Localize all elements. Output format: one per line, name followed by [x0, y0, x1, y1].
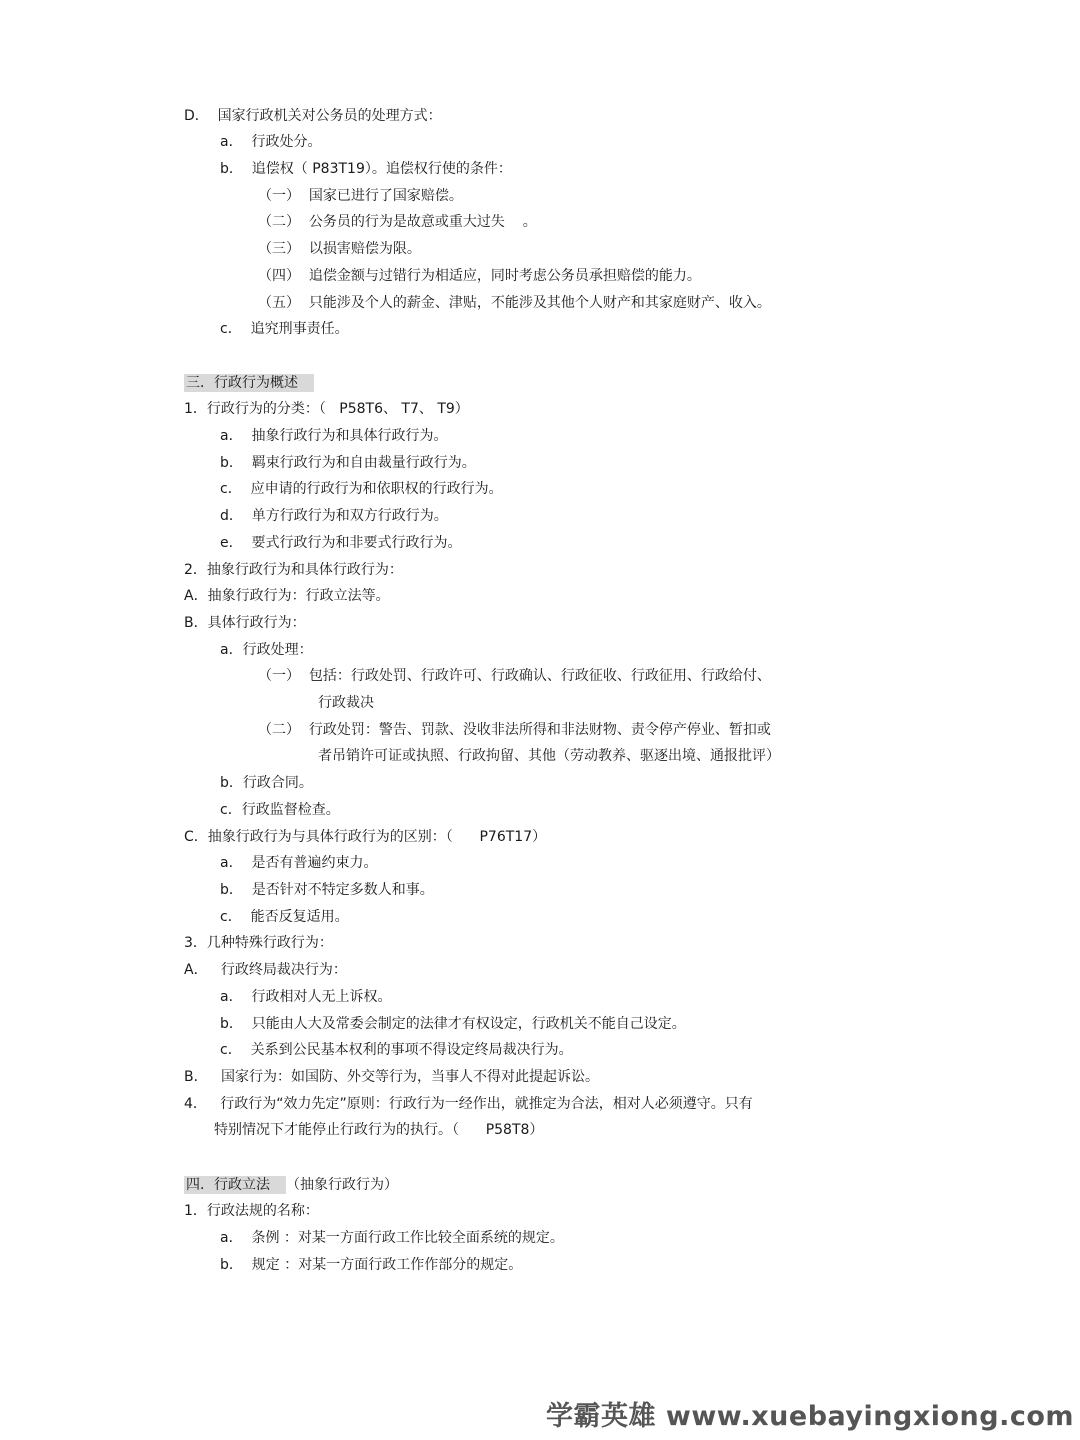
section-heading-label: 三．行政行为概述: [184, 374, 314, 392]
text-line: c． 能否反复适用。: [220, 909, 349, 925]
text-line: 2．抽象行政行为和具体行政行为：: [184, 562, 403, 578]
text-line: b． 追偿权（ P83T19）。追偿权行使的条件：: [220, 161, 512, 177]
text-line: e． 要式行政行为和非要式行政行为。: [220, 535, 462, 551]
text-line: C．抽象行政行为与具体行政行为的区别：（ P76T17）: [184, 829, 547, 845]
text-line: b．行政合同。: [220, 775, 313, 791]
text-line: b． 只能由人大及常委会制定的法律才有权设定，行政机关不能自己设定。: [220, 1016, 686, 1032]
text-line: B．具体行政行为：: [184, 615, 306, 631]
text-line: a．行政处理：: [220, 642, 313, 658]
text-line: 1．行政法规的名称：: [184, 1203, 319, 1219]
section-heading: [184, 374, 314, 392]
text-line: 1．行政行为的分类：（ P58T6、 T7、 T9）: [184, 401, 469, 417]
text-line: a． 行政处分。: [220, 134, 322, 150]
text-line: （一） 国家已进行了国家赔偿。: [258, 188, 463, 204]
text-line: D． 国家行政机关对公务员的处理方式：: [184, 108, 442, 124]
text-line: 4． 行政行为“效力先定”原则：行政行为一经作出，就推定为合法，相对人必须遵守。只有: [184, 1096, 753, 1112]
text-line: （五） 只能涉及个人的薪金、津贴，不能涉及其他个人财产和其家庭财产、收入。: [258, 295, 771, 311]
text-line: 行政裁决: [318, 695, 374, 711]
text-line: c．行政监督检查。: [220, 802, 340, 818]
section-heading-note: （抽象行政行为）: [286, 1177, 398, 1193]
text-line: 者吊销许可证或执照、行政拘留、其他（劳动教养、驱逐出境、通报批评）: [318, 748, 780, 764]
text-line: b． 羁束行政行为和自由裁量行政行为。: [220, 455, 476, 471]
text-line: A． 行政终局裁决行为：: [184, 962, 347, 978]
text-line: d． 单方行政行为和双方行政行为。: [220, 508, 448, 524]
text-line: c． 追究刑事责任。: [220, 321, 349, 337]
text-line: a． 抽象行政行为和具体行政行为。: [220, 428, 448, 444]
text-line: 3．几种特殊行政行为：: [184, 935, 333, 951]
watermark: 学霸英雄 www.xuebayingxiong.com: [546, 1401, 1075, 1432]
text-line: （四） 追偿金额与过错行为相适应，同时考虑公务员承担赔偿的能力。: [258, 268, 701, 284]
text-line: c． 应申请的行政行为和依职权的行政行为。: [220, 481, 503, 497]
text-line: （三） 以损害赔偿为限。: [258, 241, 421, 257]
text-line: （二） 行政处罚：警告、罚款、没收非法所得和非法财物、责令停产停业、暂扣或: [258, 722, 771, 738]
text-line: （一） 包括：行政处罚、行政许可、行政确认、行政征收、行政征用、行政给付、: [258, 668, 771, 684]
text-line: （二） 公务员的行为是故意或重大过失 。: [258, 214, 537, 230]
text-line: 特别情况下才能停止行政行为的执行。（ P58T8）: [214, 1122, 544, 1138]
text-line: a． 行政相对人无上诉权。: [220, 989, 392, 1005]
section-heading: [184, 1176, 398, 1194]
text-line: c． 关系到公民基本权利的事项不得设定终局裁决行为。: [220, 1042, 573, 1058]
text-line: B． 国家行为：如国防、外交等行为，当事人不得对此提起诉讼。: [184, 1069, 599, 1085]
text-line: A．抽象行政行为：行政立法等。: [184, 588, 390, 604]
section-heading-label: 四．行政立法: [184, 1176, 286, 1194]
text-line: a． 是否有普遍约束力。: [220, 855, 378, 871]
text-line: a． 条例 ：对某一方面行政工作比较全面系统的规定。: [220, 1230, 564, 1246]
text-line: b． 规定 ：对某一方面行政工作作部分的规定。: [220, 1257, 523, 1273]
text-line: b． 是否针对不特定多数人和事。: [220, 882, 434, 898]
